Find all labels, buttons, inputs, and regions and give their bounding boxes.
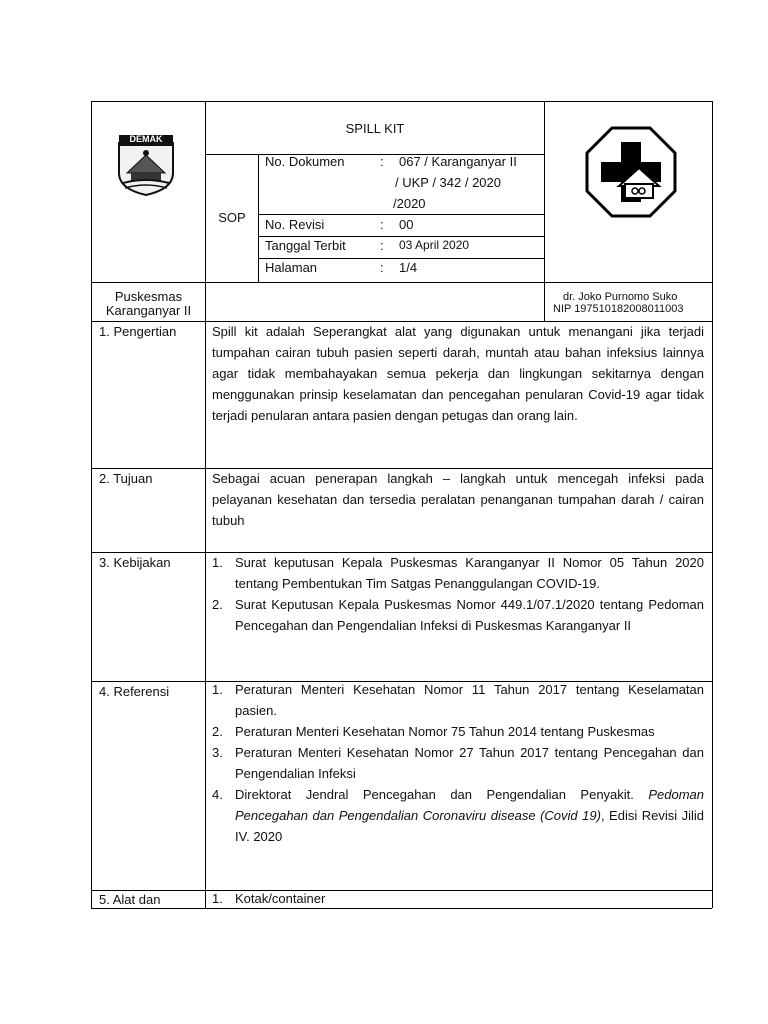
section-label-alat: 5. Alat dan (99, 892, 161, 907)
list-item-number: 1. (212, 682, 223, 697)
list-item-text-italic: Pedoman Pencegahan dan Pengendalian Coronaviru disease (Covid 19) (235, 787, 704, 823)
referensi-list (212, 679, 704, 847)
section-label-referensi: 4. Referensi (99, 684, 170, 699)
table-top-border (91, 101, 712, 102)
list-item-number: 2. (212, 597, 223, 612)
section-text-tujuan: Sebagai acuan penerapan langkah – langkah untuk mencegah infeksi pada pelayanan kesehatan dan tersedia peralatan penanganan tumpahan darah / cairan tubuh (212, 471, 704, 528)
field-divider-2 (258, 236, 544, 237)
header-divider (91, 282, 712, 283)
alat-list (212, 889, 704, 908)
signatory-nip: NIP 197510182008011003 (553, 303, 684, 315)
field-value-halaman: 1/4 (399, 260, 418, 275)
section-text-pengertian: Spill kit adalah Seperangkat alat yang digunakan untuk menangani jika terjadi tumpahan cairan tubuh pasien seperti darah, muntah atau bahan infeksius lainnya agar tidak membahayakan semua pekerja dan lingkungan sekitarnya dengan menggunakan prinsip keselamatan dan pencegahan penularan Covid-19 agar tidak terjadi penularan antara pasien dengan petugas dan orang lain. (212, 324, 704, 423)
field-value-no-dokumen-line1: 067 / Karanganyar II (399, 154, 517, 169)
table-left-border (91, 101, 92, 908)
list-item (212, 784, 704, 847)
logo-right-divider (544, 101, 545, 321)
document-title: SPILL KIT (345, 121, 405, 136)
sop-divider (258, 154, 259, 282)
field-label-no-dokumen: No. Dokumen (265, 154, 345, 169)
field-sep-no-dokumen: : (380, 154, 384, 169)
list-item (212, 552, 704, 594)
field-value-no-dokumen-line3: /2020 (393, 196, 426, 211)
org-name-line1: Puskesmas (114, 289, 183, 304)
demak-logo-text: DEMAK (129, 134, 163, 144)
list-item-number: 3. (212, 745, 223, 760)
list-item-text: Surat keputusan Kepala Puskesmas Karanganyar II Nomor 05 Tahun 2020 tentang Pembentukan Tim Satgas Penanggulangan COVID-19. (235, 555, 704, 591)
field-label-halaman: Halaman (265, 260, 318, 275)
field-divider-1 (258, 214, 544, 215)
list-item (212, 742, 704, 784)
list-item-text: Peraturan Menteri Kesehatan Nomor 27 Tahun 2017 tentang Pencegahan dan Pengendalian Infeksi (235, 745, 704, 781)
section-label-kebijakan: 3. Kebijakan (99, 555, 171, 570)
field-label-no-revisi: No. Revisi (265, 217, 325, 232)
section-label-pengertian: 1. Pengertian (99, 324, 177, 339)
field-label-tanggal-terbit: Tanggal Terbit (265, 238, 346, 253)
list-item (212, 679, 704, 721)
list-item-text: Surat Keputusan Kepala Puskesmas Nomor 449.1/07.1/2020 tentang Pedoman Pencegahan dan Pengendalian Infeksi di Puskesmas Karanganyar II (235, 597, 704, 633)
field-value-no-dokumen-line2: / UKP / 342 / 2020 (395, 175, 501, 190)
field-value-no-revisi: 00 (399, 217, 414, 232)
list-item (212, 594, 704, 636)
list-item-text-plain: Direktorat Jendral Pencegahan dan Pengendalian Penyakit. (235, 787, 649, 802)
org-name-line2: Karanganyar II (105, 303, 192, 318)
section-label-tujuan: 2. Tujuan (99, 471, 153, 486)
list-item (212, 721, 704, 742)
list-item (212, 889, 704, 908)
list-item-text: Peraturan Menteri Kesehatan Nomor 11 Tahun 2017 tentang Keselamatan pasien. (235, 682, 704, 718)
list-item-number: 1. (212, 891, 223, 906)
table-bottom-border (91, 908, 712, 909)
signatory-name: dr. Joko Purnomo Suko (563, 291, 678, 303)
field-sep-halaman: : (380, 260, 384, 275)
field-value-tanggal-terbit: 03 April 2020 (399, 238, 470, 252)
kebijakan-list (212, 552, 704, 636)
list-item-number: 1. (212, 555, 223, 570)
sop-label: SOP (218, 210, 246, 225)
puskesmas-logo (585, 126, 677, 218)
field-sep-tanggal-terbit: : (380, 238, 384, 253)
list-item-number: 2. (212, 724, 223, 739)
list-item-text: Peraturan Menteri Kesehatan Nomor 75 Tahun 2014 tentang Puskesmas (235, 724, 655, 739)
field-divider-3 (258, 258, 544, 259)
demak-logo (113, 133, 179, 197)
field-sep-no-revisi: : (380, 217, 384, 232)
list-item-text-tail: , Edisi Revisi Jilid IV. 2020 (235, 808, 704, 844)
table-right-border (712, 101, 713, 908)
list-item-text: Kotak/container (235, 891, 326, 906)
list-item-number: 4. (212, 787, 223, 802)
